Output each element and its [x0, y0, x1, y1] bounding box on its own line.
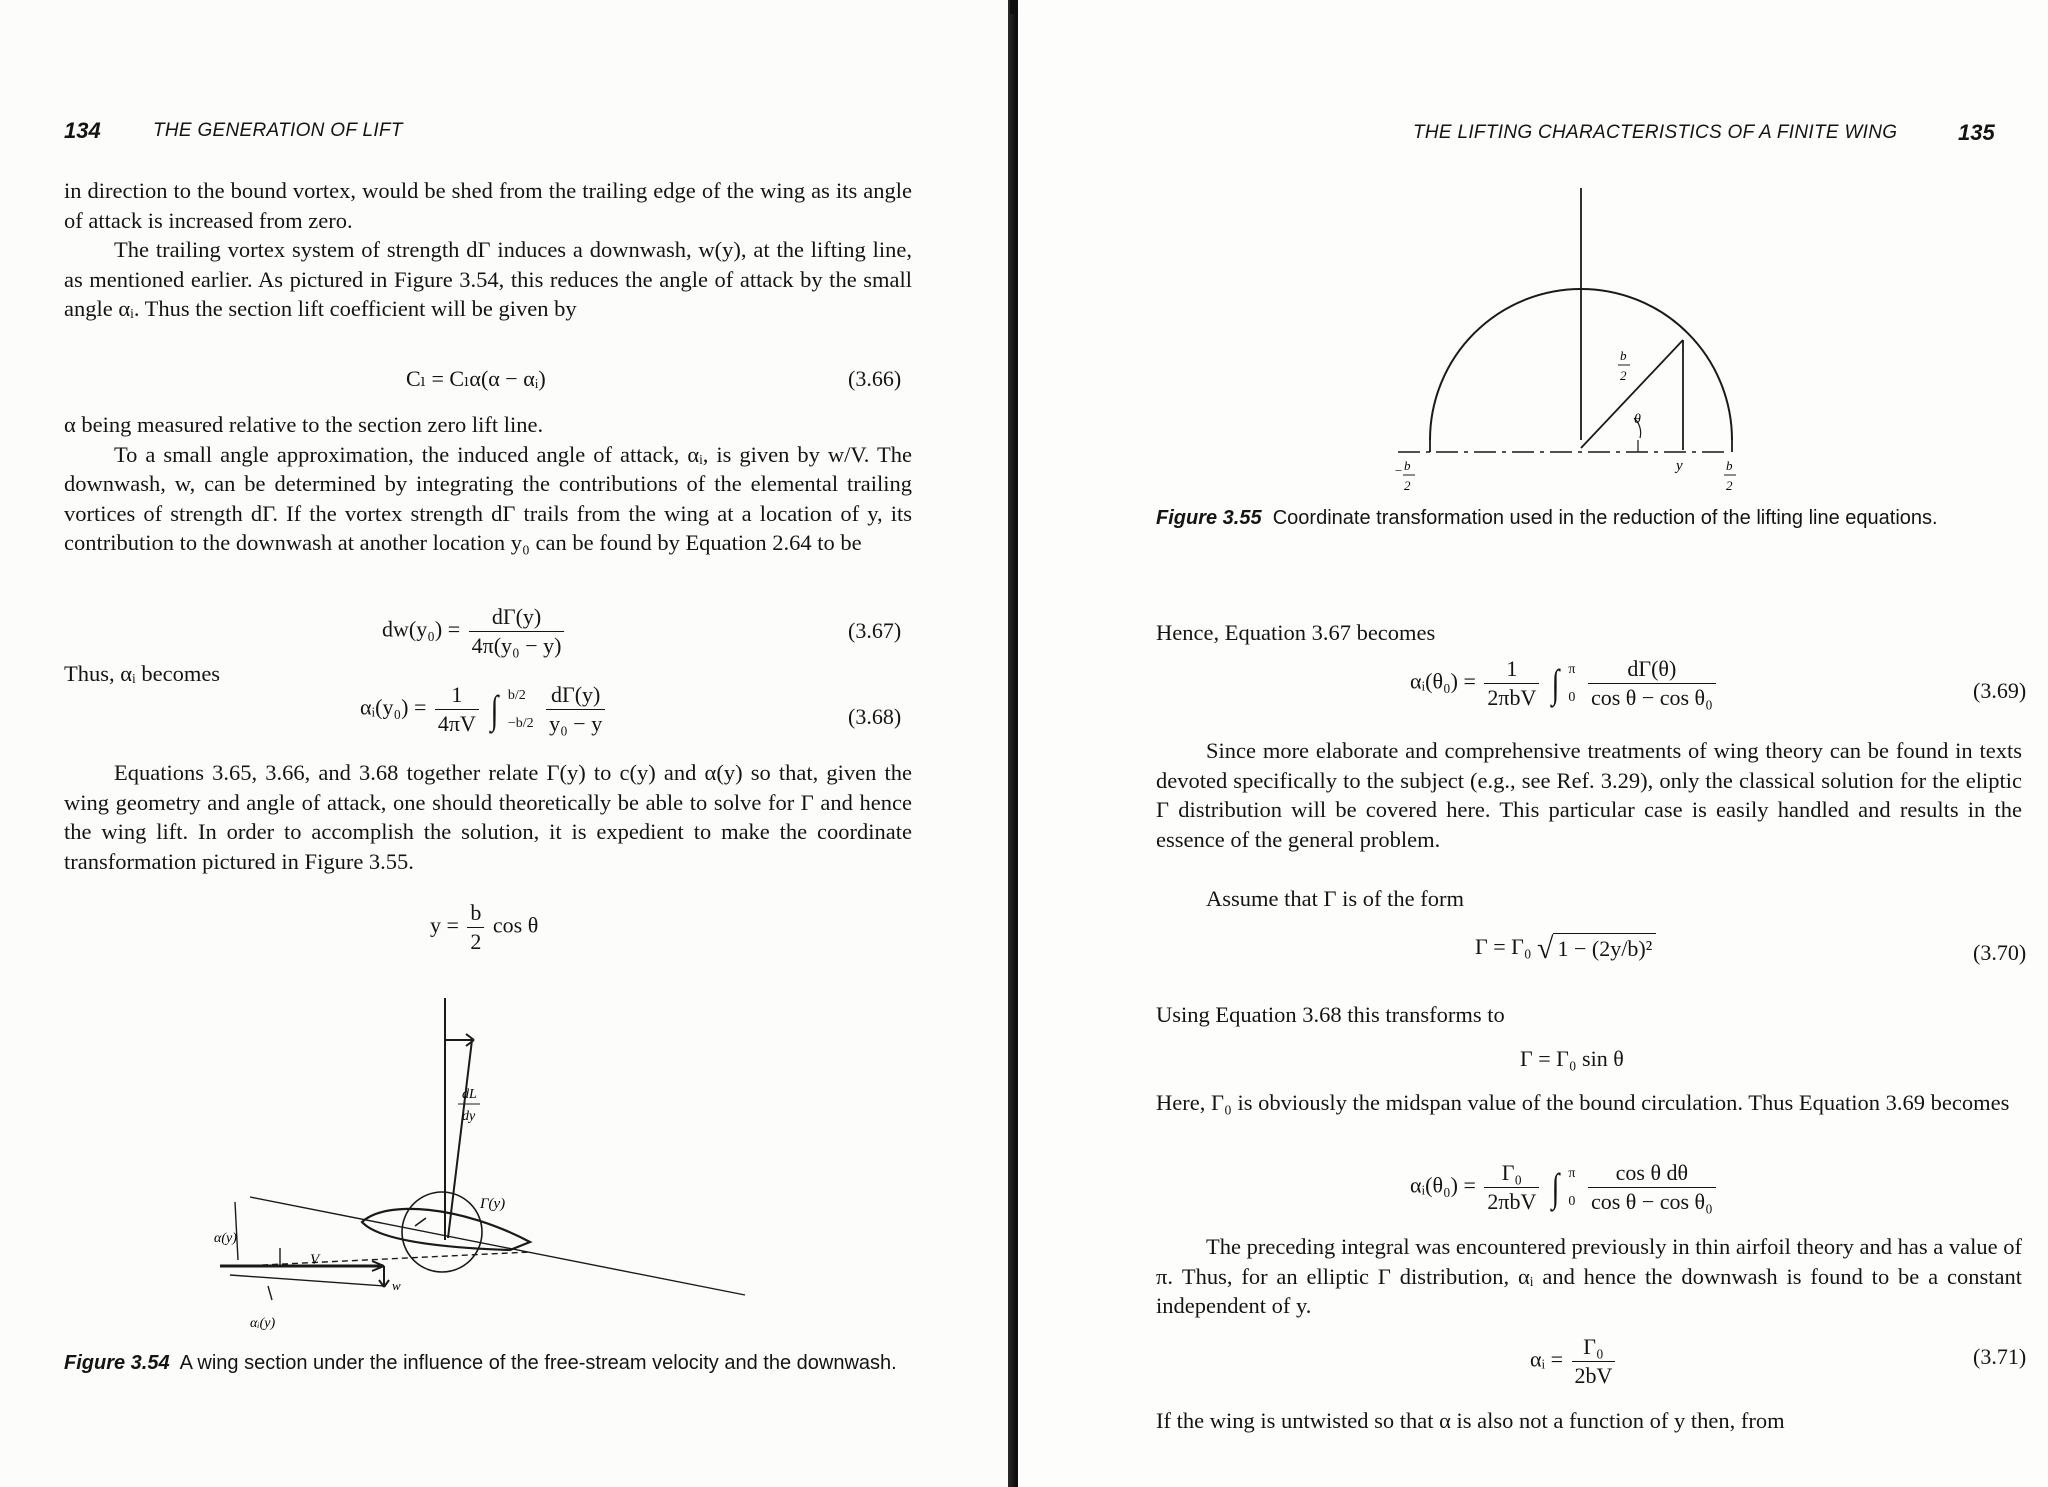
eq368-integrand	[546, 682, 605, 737]
eq371-lhs: αᵢ =	[1530, 1346, 1564, 1372]
eqb-coef-num: Γ₀	[1484, 1160, 1539, 1188]
eq369-integrand	[1588, 656, 1716, 711]
chord-line	[242, 1252, 530, 1266]
eq368-lower-limit: −b/2	[507, 715, 534, 731]
fig355-radius-2: 2	[1620, 368, 1627, 383]
equation-3-69	[1410, 656, 1719, 711]
fig355-left-2: 2	[1404, 478, 1411, 493]
eq368-int-den: y₀ − y	[549, 711, 603, 736]
equation-gamma-sin: Γ = Γ₀ sin θ	[1520, 1046, 1624, 1071]
integral-sign: ∫	[1551, 661, 1560, 706]
radius-line	[1581, 340, 1683, 448]
eq368-int-num: dΓ(y)	[546, 682, 605, 710]
integral-sign: ∫	[1551, 1165, 1560, 1210]
left-text-block-1	[64, 176, 912, 324]
hence-line: Hence, Equation 3.67 becomes	[1156, 620, 1436, 645]
assume-line: Assume that Γ is of the form	[1206, 886, 1464, 911]
eq368-lhs: αᵢ(y₀) =	[360, 694, 427, 720]
fig355-caption-text: Coordinate transformation used in the reduction of the lifting line equations.	[1272, 507, 1938, 529]
equation-3-68	[360, 682, 608, 737]
paragraph-equations-relate: Equations 3.65, 3.66, and 3.68 together relate Γ(y) to c(y) and α(y) so that, given the wing geometry and angle of attack, one should theoretically be able to solve for Γ and hence the wing lift. In order to accomplish the solution, it is expedient to make the coordinate transformation pictured in Figure 3.55.	[64, 760, 912, 874]
page-number-right: 135	[1958, 120, 1995, 145]
left-page	[0, 0, 1008, 1487]
paragraph-midspan: Here, Γ₀ is obviously the midspan value of the bound circulation. Thus Equation 3.69 becomes	[1156, 1090, 2010, 1115]
fig355-caption-label: Figure 3.55	[1156, 507, 1262, 529]
eq369-coefficient	[1484, 656, 1539, 711]
equation-number-3-71: (3.71)	[1973, 1344, 2027, 1369]
fig354-label-v: V	[310, 1252, 320, 1268]
paragraph-untwisted: If the wing is untwisted so that α is also not a function of y then, from	[1156, 1408, 1785, 1433]
eq368-upper-limit: b/2	[507, 687, 526, 703]
fig354-caption-label: Figure 3.54	[64, 1352, 170, 1374]
thus-line: Thus, αᵢ becomes	[64, 661, 221, 686]
equation-number-3-68: (3.68)	[848, 704, 902, 729]
fig355-minus: −	[1394, 463, 1403, 478]
fig354-label-w: w	[392, 1278, 401, 1293]
figure-3-54-caption	[64, 1350, 914, 1376]
alpha-i-arrow	[268, 1286, 272, 1300]
paragraph-trailing-vortex: The trailing vortex system of strength dΓ induces a downwash, w(y), at the lifting line, as mentioned earlier. As pictured in Figure 3.54, this reduces the angle of attack by the small angle αᵢ. Thus the section lift coefficient will be given by	[64, 237, 912, 321]
eq369-coef-den: 2πbV	[1487, 685, 1537, 710]
paragraph-alpha-measured: α being measured relative to the section zero lift line.	[64, 412, 544, 437]
eq368-limits	[508, 688, 534, 732]
eq369-lower-limit: 0	[1568, 689, 1576, 705]
eqb-upper-limit: π	[1568, 1165, 1576, 1181]
equation-3-71	[1530, 1334, 1618, 1389]
right-page	[1018, 0, 2048, 1487]
eq369-limits	[1568, 662, 1575, 706]
figure-3-55-caption	[1156, 505, 2022, 531]
paragraph-elaborate-treatments: Since more elaborate and comprehensive treatments of wing theory can be found in texts devoted specifically to the subject (e.g., see Ref. 3.29), only the classical solution for the eliptic Γ distribution will be covered here. This particular case is easily handled and results in the essence of the general problem.	[1156, 738, 2022, 852]
fig355-radius-b: b	[1620, 348, 1627, 363]
eq367-lhs: dw(y₀) =	[382, 616, 461, 642]
page-number-left: 134	[64, 118, 101, 143]
eq369-int-num: dΓ(θ)	[1588, 656, 1716, 684]
eq370-radicand: 1 − (2y/b)²	[1553, 933, 1656, 961]
equation-alpha-i-theta	[1410, 1160, 1719, 1215]
eq367-numerator: dΓ(y)	[469, 604, 565, 632]
eq369-upper-limit: π	[1568, 661, 1576, 677]
transform-rhs: cos θ	[492, 912, 539, 938]
fig354-label-gamma: Γ(y)	[480, 1196, 506, 1212]
eqb-lower-limit: 0	[1568, 1193, 1576, 1209]
fig354-label-alpha-i: αᵢ(y)	[250, 1316, 276, 1331]
paragraph-continuation: in direction to the bound vortex, would be shed from the trailing edge of the wing as its angle of attack is increased from zero.	[64, 178, 912, 233]
equation-transform	[430, 900, 538, 955]
eqb-coefficient	[1484, 1160, 1539, 1215]
transform-fraction	[467, 900, 484, 955]
eq369-coef-num: 1	[1484, 656, 1539, 684]
eqb-integrand	[1588, 1160, 1716, 1215]
eq371-den: 2bV	[1574, 1363, 1613, 1388]
fig354-label-dl: dL	[462, 1087, 477, 1102]
vortex-circle	[402, 1192, 482, 1272]
eq369-lhs: αᵢ(θ₀) =	[1410, 668, 1476, 694]
paragraph-preceding-integral: The preceding integral was encountered previously in thin airfoil theory and has a value of π. Thus, for an elliptic Γ distribution, αᵢ and hence the downwash is found to be a constant independent of y.	[1156, 1234, 2022, 1318]
equation-3-67	[382, 604, 567, 659]
equation-3-66: Cₗ = Cₗα(α − αᵢ)	[406, 366, 546, 391]
eq367-fraction	[469, 604, 565, 659]
eqb-lhs: αᵢ(θ₀) =	[1410, 1172, 1476, 1198]
equation-number-3-70: (3.70)	[1973, 940, 2027, 965]
gamma-arrow	[415, 1218, 426, 1226]
eq371-fraction	[1572, 1334, 1616, 1389]
using-line: Using Equation 3.68 this transforms to	[1156, 1002, 1505, 1027]
running-head-left: THE GENERATION OF LIFT	[153, 120, 403, 141]
fig355-left-b: b	[1404, 458, 1411, 473]
left-text-block-2	[64, 410, 912, 558]
transform-den: 2	[470, 929, 482, 954]
fig354-label-dy: dy	[462, 1109, 476, 1124]
fig354-caption-text: A wing section under the influence of the free-stream velocity and the downwash.	[179, 1352, 897, 1374]
eq368-coef-num: 1	[435, 682, 479, 710]
eq367-denominator: 4π(y₀ − y)	[471, 633, 562, 658]
equation-number-3-66: (3.66)	[848, 366, 902, 391]
figure-3-54-wing-section	[200, 990, 780, 1335]
equation-number-3-67: (3.67)	[848, 618, 902, 643]
transform-num: b	[467, 900, 484, 928]
equation-number-3-69: (3.69)	[1973, 678, 2027, 703]
resultant-line	[230, 1275, 384, 1286]
eq368-coef-den: 4πV	[437, 711, 476, 736]
fig354-label-alpha: α(y)	[214, 1231, 237, 1246]
integral-sign: ∫	[491, 687, 499, 732]
sqrt-sign: √	[1537, 932, 1554, 965]
eqb-coef-den: 2πbV	[1487, 1189, 1537, 1214]
eq368-coefficient	[435, 682, 479, 737]
eqb-limits	[1568, 1166, 1575, 1210]
eq369-int-den: cos θ − cos θ₀	[1590, 685, 1713, 710]
fig355-y: y	[1676, 458, 1683, 474]
eq371-num: Γ₀	[1572, 1334, 1616, 1362]
fig355-theta: θ	[1634, 412, 1641, 427]
paragraph-induced-angle: To a small angle approximation, the induced angle of attack, αᵢ, is given by w/V. The downwash, w, can be determined by integrating the contributions of the elemental trailing vortices of strength dΓ. If the vortex strength dΓ trails from the wing at a location of y, its contribution to the downwash at another location y₀ can be found by Equation 2.64 to be	[64, 441, 912, 555]
eq370-lhs: Γ = Γ₀	[1475, 934, 1532, 960]
eqb-int-den: cos θ − cos θ₀	[1590, 1189, 1713, 1214]
transform-lhs: y =	[430, 912, 459, 938]
eqb-int-num: cos θ dθ	[1588, 1160, 1716, 1188]
lift-vector	[448, 1040, 472, 1238]
equation-3-70	[1475, 932, 1656, 966]
fig355-right-b: b	[1726, 458, 1733, 473]
running-head-right: THE LIFTING CHARACTERISTICS OF A FINITE WING	[1413, 122, 1898, 143]
fig355-right-2: 2	[1726, 478, 1733, 493]
figure-3-55-coordinate-transform	[1358, 180, 1828, 500]
